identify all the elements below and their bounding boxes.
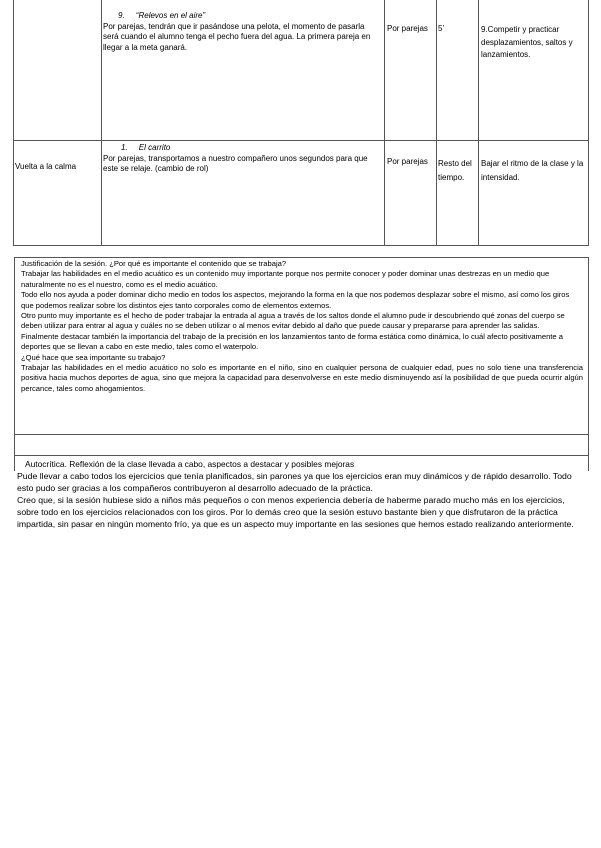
autocritica-paragraph: Pude llevar a cabo todos los ejercicios que tenía planificados, sin parones ya que los ejercicios eran muy dinámicos y de rápido desarrollo. Todo esto pudo ser gracias a los compañeros contribuyeron al desarrollo adecuado de la práctica.	[17, 471, 572, 493]
autocritica-paragraph: Creo que, si la sesión hubiese sido a niños más pequeños o con menos experiencia debería de haberme parado mucho más en los ejercicios, sobre todo en los ejercicios relacionados con los giros. Por lo demás creo que la sesión estuvo bastante bien y que disfrutaron de la práctica impartida, sin pasar en ningún momento frío, ya que es un aspecto muy importante en las sesiones que hemos estado realizando anteriormente.	[17, 495, 574, 529]
time-cell: 5’	[438, 24, 445, 33]
objective-cell: 9.Competir y practicar desplazamientos, saltos y lanzamientos.	[481, 25, 573, 59]
table-rule	[101, 0, 102, 246]
organization-cell: Por parejas	[387, 157, 428, 166]
activity-cell	[103, 143, 381, 175]
justification-subheading: ¿Qué hace que sea importante su trabajo?	[21, 352, 166, 362]
table-rule	[436, 0, 437, 246]
table-rule	[13, 140, 589, 141]
justification-paragraph: Todo ello nos ayuda a poder dominar dicho medio en todos los aspectos, mejorando la forma en la que nos podemos desplazar sobre el mismo, así como los giros que podemos realizar sobre los distintos ejes tanto corporales como de elementos externos.	[21, 290, 570, 310]
activity-description: Por parejas, transportamos a nuestro compañero unos segundos para que este se relaje. (cambio de rol)	[103, 153, 368, 173]
table-rule	[588, 0, 589, 246]
justification-paragraph: Otro punto muy importante es el hecho de poder trabajar la entrada al agua a través de los saltos donde el alumno pude ir descubriendo qué zonas del cuerpo se deben utilizar para entrar al agua y cuáles no se deben utilizar o al menos evitar debido al daño que puede causar y prepararse para aprender las salidas.	[21, 311, 565, 331]
activity-heading	[103, 143, 381, 154]
table-rule	[384, 0, 385, 246]
table-rule	[13, 245, 589, 246]
activity-number: 9.	[118, 11, 125, 20]
activity-heading	[103, 11, 381, 22]
activity-description: Por parejas, tendrán que ir pasándose una pelota, el momento de pasarla será cuando el alumno tenga el pecho fuera del agua. La primera pareja en llegar a la meta ganará.	[103, 21, 371, 52]
justification-heading: Justificación de la sesión. ¿Por qué es importante el contenido que se trabaja?	[21, 259, 287, 268]
justification-text	[21, 259, 583, 394]
justification-paragraph: Trabajar las habilidades en el medio acuático no solo es importante en el niño, sino en cualquier persona de cualquier edad, pues no solo tiene una transferencia positiva hacia muchos deportes de agua, sino que mejora la capacidad para desenvolverse en este medio disminuyendo así la posibilidad de que pueda ocurrir algún percance, tales como ahogamientos.	[21, 363, 583, 393]
objective-cell: Bajar el ritmo de la clase y la intensidad.	[481, 159, 584, 182]
autocritica-text	[17, 458, 583, 530]
justification-paragraph: Finalmente destacar también la importancia del trabajo de la precisión en los lanzamientos tanto de forma estática como dinámica, lo cuál afecto positivamente a deportes que se llevan a cabo en este medio, tales como el waterpolo.	[21, 331, 563, 352]
empty-box	[14, 434, 589, 456]
time-cell: Resto del tiempo.	[438, 159, 472, 182]
justification-paragraph: Trabajar las habilidades en el medio acuático es un contenido muy importante porque nos permite conocer y poder dominar unas destrezas en un medio que naturalmente no es el nuestro, como es el medio acuático.	[21, 269, 550, 289]
phase-cell: Vuelta a la calma	[15, 162, 77, 171]
table-rule	[478, 0, 479, 246]
activity-title: “Relevos en el aire”	[135, 11, 206, 20]
activity-title: El carrito	[138, 143, 171, 152]
activity-cell	[103, 11, 381, 53]
organization-cell: Por parejas	[387, 24, 428, 33]
activity-number: 1.	[121, 143, 128, 152]
autocritica-heading: Autocrítica. Reflexión de la clase llevada a cabo, aspectos a destacar y posibles mejoras	[25, 459, 355, 469]
table-rule	[13, 0, 14, 246]
